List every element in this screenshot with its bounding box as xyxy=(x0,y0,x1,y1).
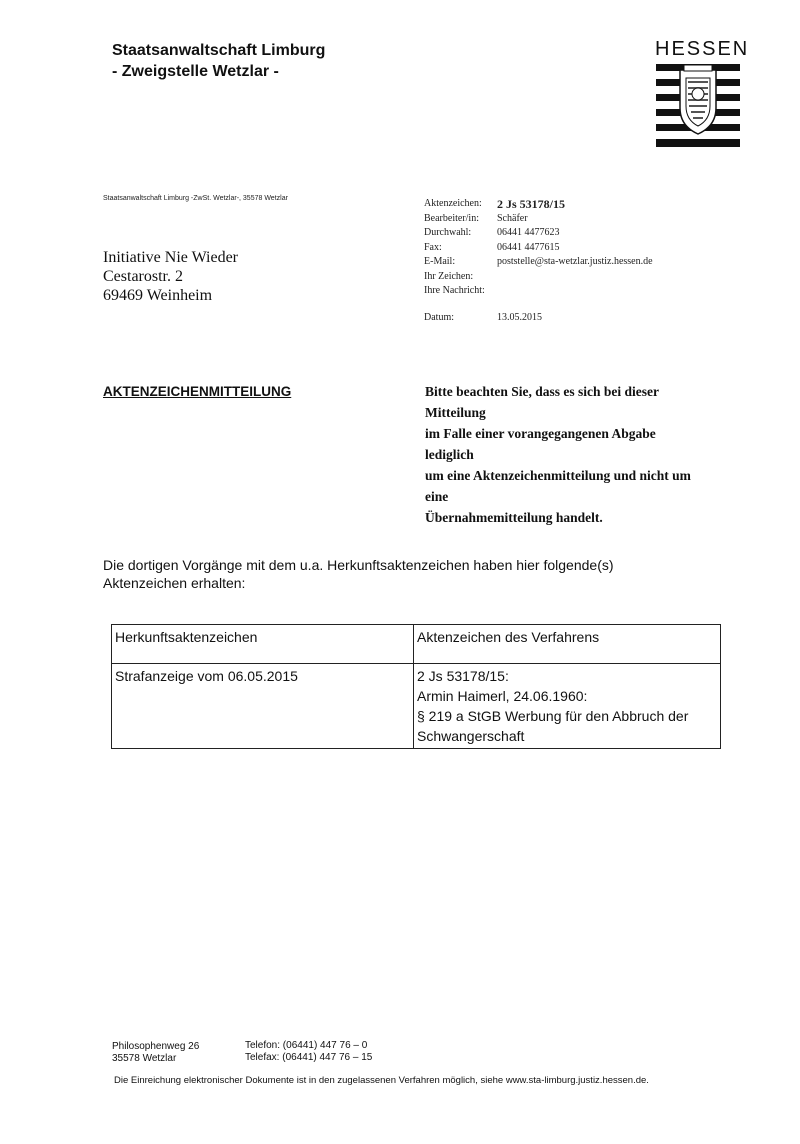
notice-line: im Falle einer vorangegangenen Abgabe xyxy=(425,426,656,441)
footer-note: Die Einreichung elektronischer Dokumente ist in den zugelassenen Verfahren möglich, siehe www.sta-limburg.justiz.hessen.de. xyxy=(114,1075,649,1086)
document-heading: AKTENZEICHENMITTEILUNG xyxy=(103,384,292,399)
footer-contact xyxy=(245,1040,372,1064)
meta-row-date xyxy=(424,311,653,326)
hessen-coat-of-arms-logo xyxy=(656,64,740,153)
meta-row-email xyxy=(424,255,653,270)
meta-value-date: 13.05.2015 xyxy=(497,311,542,323)
table-header-origin: Herkunftsaktenzeichen xyxy=(112,625,414,664)
authority-name-line2: - Zweigstelle Wetzlar - xyxy=(112,63,279,80)
meta-value-fax: 06441 4477615 xyxy=(497,241,560,253)
intro-line: Die dortigen Vorgänge mit dem u.a. Herkunftsaktenzeichen haben hier folgende(s) xyxy=(103,557,614,573)
reference-table xyxy=(111,624,721,749)
meta-row-your-message xyxy=(424,284,653,299)
authority-name xyxy=(112,40,325,82)
footer-phone: Telefon: (06441) 447 76 – 0 xyxy=(245,1040,368,1051)
table-cell-procedure xyxy=(414,664,721,749)
footer-city: 35578 Wetzlar xyxy=(112,1053,177,1064)
table-row xyxy=(112,664,721,749)
meta-row-clerk xyxy=(424,212,653,227)
procedure-line: 2 Js 53178/15: xyxy=(417,668,509,684)
notice-line: um eine Aktenzeichenmitteilung und nicht um xyxy=(425,468,691,483)
footer-street: Philosophenweg 26 xyxy=(112,1041,200,1052)
meta-value-email: poststelle@sta-wetzlar.justiz.hessen.de xyxy=(497,256,653,267)
reference-info-block xyxy=(424,197,653,325)
table-header-row xyxy=(112,625,721,664)
meta-label: Durchwahl: xyxy=(424,227,472,238)
meta-value-clerk: Schäfer xyxy=(497,212,528,224)
table-header-procedure: Aktenzeichen des Verfahrens xyxy=(414,625,721,664)
recipient-street: Cestarostr. 2 xyxy=(103,268,183,285)
meta-value-direct-line: 06441 4477623 xyxy=(497,227,560,238)
notice-line: eine xyxy=(425,489,449,504)
notice-text xyxy=(425,381,735,528)
notice-line: lediglich xyxy=(425,447,474,462)
notice-line: Mitteilung xyxy=(425,405,486,420)
meta-row-fax xyxy=(424,241,653,256)
recipient-city: 69469 Weinheim xyxy=(103,287,213,304)
footer-address xyxy=(112,1041,199,1065)
notice-line: Bitte beachten Sie, dass es sich bei dieser xyxy=(425,384,659,399)
state-label: HESSEN xyxy=(655,38,750,60)
meta-label: Datum: xyxy=(424,311,454,323)
footer-fax: Telefax: (06441) 447 76 – 15 xyxy=(245,1052,373,1063)
meta-label: E-Mail: xyxy=(424,256,456,267)
table-cell-origin: Strafanzeige vom 06.05.2015 xyxy=(112,664,414,749)
meta-label: Aktenzeichen: xyxy=(424,198,482,209)
intro-paragraph xyxy=(103,556,673,592)
meta-row-direct-line xyxy=(424,226,653,241)
procedure-line: Schwangerschaft xyxy=(417,728,525,744)
meta-label: Ihr Zeichen: xyxy=(424,270,474,282)
recipient-name: Initiative Nie Wieder xyxy=(103,249,239,266)
notice-line: Übernahmemitteilung handelt. xyxy=(425,510,603,525)
intro-line: Aktenzeichen erhalten: xyxy=(103,575,246,591)
authority-name-line1: Staatsanwaltschaft Limburg xyxy=(112,42,326,59)
meta-label: Ihre Nachricht: xyxy=(424,285,485,296)
meta-row-your-reference xyxy=(424,270,653,285)
meta-label: Bearbeiter/in: xyxy=(424,212,479,224)
procedure-line: § 219 a StGB Werbung für den Abbruch der xyxy=(417,708,689,724)
meta-row-file-number xyxy=(424,197,653,212)
procedure-line: Armin Haimerl, 24.06.1960: xyxy=(417,688,588,704)
sender-return-address: Staatsanwaltschaft Limburg -ZwSt. Wetzlar-, 35578 Wetzlar xyxy=(103,195,288,202)
recipient-address xyxy=(103,248,238,305)
meta-label: Fax: xyxy=(424,241,442,253)
meta-value-file-number: 2 Js 53178/15 xyxy=(497,197,566,211)
